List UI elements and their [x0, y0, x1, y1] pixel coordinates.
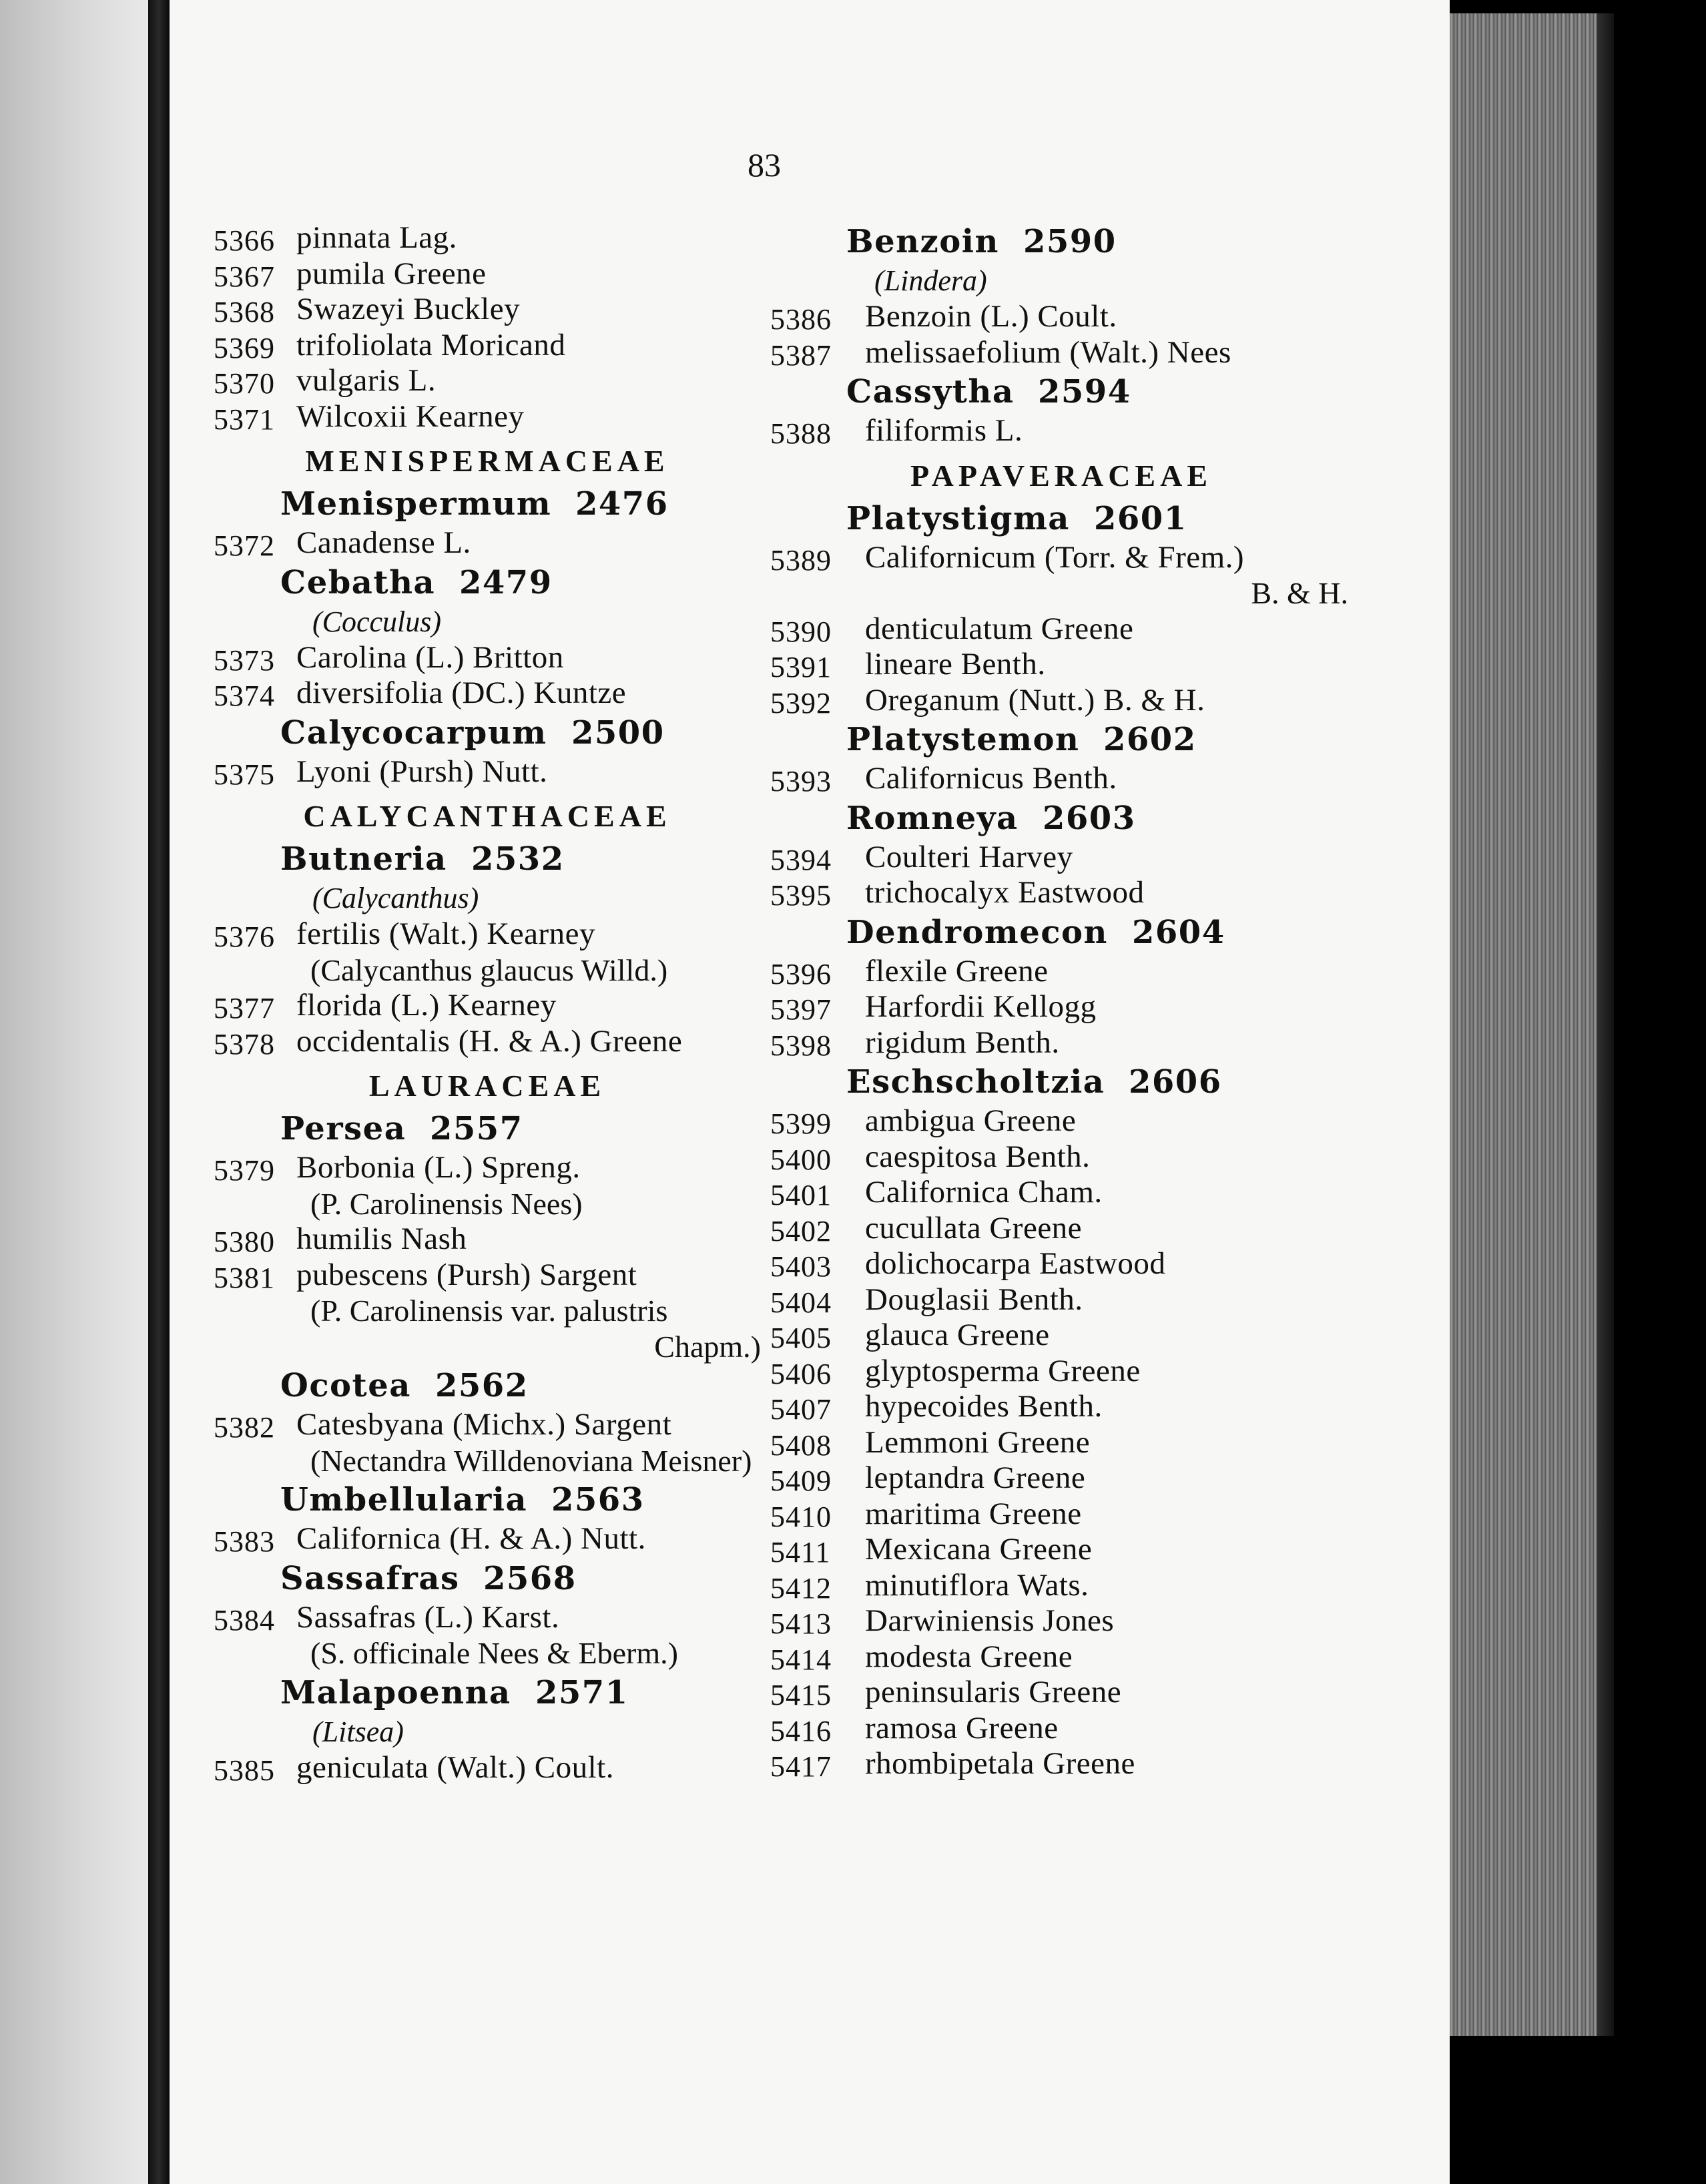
family-heading: LAURACEAE — [368, 1069, 606, 1103]
genus-name: Calycocarpum — [280, 714, 547, 752]
right-column — [770, 220, 1348, 1783]
species-entry — [214, 1221, 761, 1258]
entry-number: 5371 — [214, 402, 275, 436]
species-entry — [770, 1675, 1348, 1711]
entry-number: 5392 — [770, 686, 832, 720]
species-name: denticulatum Greene — [865, 611, 1134, 646]
species-entry — [770, 1460, 1348, 1497]
genus-synonym: (Cocculus) — [312, 605, 442, 638]
entry-number: 5413 — [770, 1607, 832, 1640]
synonym-note: (P. Carolinensis var. palustris — [310, 1294, 668, 1328]
genus-heading — [774, 797, 1348, 840]
genus-number: 2557 — [430, 1110, 523, 1147]
species-entry — [770, 299, 1348, 336]
entry-number: 5394 — [770, 843, 832, 876]
entry-number: 5395 — [770, 879, 832, 912]
species-name: Mexicana Greene — [865, 1532, 1093, 1567]
species-entry — [770, 989, 1348, 1026]
species-name: diversifolia (DC.) Kuntze — [296, 675, 627, 710]
species-entry — [214, 1521, 761, 1557]
species-name: glyptosperma Greene — [865, 1353, 1141, 1388]
genus-heading — [774, 497, 1348, 540]
genus-number: 2594 — [1038, 373, 1131, 411]
genus-heading — [214, 1107, 761, 1150]
species-entry — [214, 256, 761, 292]
entry-number: 5379 — [214, 1154, 275, 1187]
species-name: trifoliolata Moricand — [296, 327, 566, 362]
species-entry — [214, 328, 761, 364]
genus-number: 2601 — [1094, 499, 1187, 537]
entry-number: 5411 — [770, 1536, 831, 1569]
entry-number: 5368 — [214, 296, 275, 328]
genus-heading — [774, 718, 1348, 761]
species-name: peninsularis Greene — [865, 1675, 1122, 1709]
species-entry — [214, 1750, 761, 1786]
species-name: Californica (H. & A.) Nutt. — [296, 1521, 646, 1556]
genus-name: Sassafras — [280, 1559, 460, 1597]
synonym-note: (Nectandra Willdenoviana Meisner) — [310, 1443, 752, 1478]
synonym-note: (Calycanthus glaucus Willd.) — [310, 952, 668, 987]
species-name: humilis Nash — [296, 1221, 467, 1256]
page-stack-edge — [1450, 13, 1597, 2036]
spacer — [214, 790, 761, 795]
genus-name: Persea — [280, 1110, 406, 1147]
genus-heading — [774, 220, 1348, 263]
entry-number: 5377 — [214, 992, 275, 1025]
genus-heading — [214, 1671, 761, 1714]
genus-heading — [214, 1364, 761, 1407]
species-name: trichocalyx Eastwood — [865, 875, 1145, 910]
species-name: maritima Greene — [865, 1496, 1082, 1531]
species-name: filiformis L. — [865, 413, 1023, 448]
entry-number: 5378 — [214, 1027, 275, 1061]
genus-synonym: (Litsea) — [312, 1715, 404, 1748]
species-entry — [214, 1258, 761, 1294]
species-name: Canadense L. — [296, 525, 471, 560]
genus-name: Cebatha — [280, 563, 436, 601]
species-name: Catesbyana (Michx.) Sargent — [296, 1407, 672, 1442]
species-name: hypecoides Benth. — [865, 1389, 1103, 1424]
entry-number: 5376 — [214, 920, 275, 953]
genus-name: Butneria — [280, 840, 447, 878]
entry-number: 5367 — [214, 260, 275, 293]
species-entry — [770, 647, 1348, 684]
genus-heading — [214, 712, 761, 754]
species-name: cucullata Greene — [865, 1210, 1083, 1246]
entry-number: 5407 — [770, 1393, 832, 1426]
species-entry — [214, 292, 761, 328]
genus-number: 2532 — [471, 840, 565, 878]
species-entry — [770, 682, 1348, 720]
species-name: glauca Greene — [865, 1318, 1050, 1352]
entry-number: 5383 — [214, 1525, 275, 1558]
entry-number: 5398 — [770, 1029, 832, 1062]
synonym-note-continued: B. & H. — [1251, 576, 1348, 610]
genus-heading — [214, 1557, 761, 1600]
species-entry — [770, 611, 1348, 648]
entry-number: 5381 — [214, 1261, 275, 1294]
synonym-note: (P. Carolinensis Nees) — [310, 1186, 583, 1221]
genus-heading — [774, 1061, 1348, 1103]
genus-name: Dendromecon — [846, 913, 1108, 951]
entry-number: 5390 — [770, 615, 832, 648]
species-entry — [214, 675, 761, 712]
genus-heading — [214, 838, 761, 880]
species-entry — [214, 988, 761, 1024]
entry-number: 5402 — [770, 1214, 832, 1248]
species-name: Californicus Benth. — [865, 761, 1117, 796]
species-name: caespitosa Benth. — [865, 1139, 1091, 1174]
entry-number: 5403 — [770, 1250, 832, 1283]
species-entry — [770, 1353, 1348, 1390]
entry-number: 5387 — [770, 338, 832, 372]
genus-name: Eschscholtzia — [846, 1063, 1105, 1101]
genus-number: 2568 — [483, 1559, 577, 1597]
species-name: Californica Cham. — [865, 1175, 1103, 1209]
entry-number: 5416 — [770, 1714, 832, 1747]
entry-number: 5401 — [770, 1179, 832, 1211]
genus-name: Platystigma — [846, 499, 1070, 537]
entry-number: 5389 — [770, 543, 832, 577]
species-name: Carolina (L.) Britton — [296, 639, 564, 675]
family-heading: PAPAVERACEAE — [910, 458, 1213, 493]
species-entry — [770, 1318, 1348, 1354]
species-name: Oreganum (Nutt.) B. & H. — [865, 682, 1205, 718]
spacer — [774, 449, 1348, 455]
entry-number: 5374 — [214, 679, 275, 712]
species-entry — [770, 334, 1348, 372]
species-name: Darwiniensis Jones — [865, 1603, 1115, 1638]
genus-name: Malapoenna — [280, 1673, 511, 1711]
species-entry — [770, 1424, 1348, 1462]
species-entry — [770, 1210, 1348, 1248]
species-name: Borbonia (L.) Spreng. — [296, 1150, 581, 1185]
species-entry — [214, 399, 761, 435]
entry-number: 5417 — [770, 1750, 832, 1783]
species-entry — [770, 1025, 1348, 1062]
species-name: Sassafras (L.) Karst. — [296, 1599, 560, 1635]
entry-number: 5366 — [214, 224, 275, 257]
species-name: pubescens (Pursh) Sargent — [296, 1257, 637, 1292]
genus-number: 2604 — [1132, 913, 1225, 951]
synonym-note-continued: Chapm.) — [654, 1329, 761, 1364]
genus-number: 2590 — [1023, 223, 1117, 260]
species-entry — [770, 1567, 1348, 1605]
species-name: Lyoni (Pursh) Nutt. — [296, 754, 548, 789]
entry-number: 5372 — [214, 529, 275, 562]
species-name: occidentalis (H. & A.) Greene — [296, 1023, 683, 1059]
entry-number: 5405 — [770, 1322, 832, 1354]
entry-number: 5404 — [770, 1286, 832, 1319]
entry-number: 5409 — [770, 1464, 832, 1497]
entry-number: 5384 — [214, 1603, 275, 1637]
species-name: Coulteri Harvey — [865, 839, 1073, 874]
genus-heading — [214, 561, 761, 604]
species-entry — [770, 839, 1348, 876]
species-name: florida (L.) Kearney — [296, 988, 557, 1023]
species-name: Californicum (Torr. & Frem.) — [865, 539, 1245, 575]
species-name: pumila Greene — [296, 256, 487, 291]
synonym-note: (S. officinale Nees & Eberm.) — [310, 1636, 678, 1670]
species-entry — [770, 1175, 1348, 1211]
entry-number: 5391 — [770, 651, 832, 684]
species-name: ramosa Greene — [865, 1710, 1059, 1745]
species-name: Douglasii Benth. — [865, 1282, 1083, 1317]
species-entry — [770, 761, 1348, 798]
genus-name: Umbellularia — [280, 1481, 528, 1519]
species-name: modesta Greene — [865, 1639, 1073, 1674]
species-name: Lemmoni Greene — [865, 1424, 1091, 1460]
species-name: Wilcoxii Kearney — [296, 398, 525, 434]
species-entry — [770, 875, 1348, 912]
species-name: rhombipetala Greene — [865, 1746, 1135, 1781]
species-name: Harfordii Kellogg — [865, 989, 1097, 1024]
species-entry — [770, 1282, 1348, 1319]
species-entry — [770, 1746, 1348, 1783]
entry-number: 5369 — [214, 331, 275, 364]
genus-number: 2479 — [459, 563, 553, 601]
species-name: dolichocarpa Eastwood — [865, 1246, 1166, 1281]
spacer — [214, 435, 761, 440]
entry-number: 5380 — [214, 1225, 275, 1258]
entry-number: 5414 — [770, 1643, 832, 1676]
species-name: Swazeyi Buckley — [296, 292, 521, 326]
species-entry — [770, 1532, 1348, 1569]
genus-synonym: (Lindera) — [874, 264, 987, 297]
species-entry — [770, 1710, 1348, 1747]
genus-number: 2476 — [575, 485, 669, 523]
species-entry — [770, 1496, 1348, 1533]
genus-name: Cassytha — [846, 373, 1015, 411]
genus-number: 2606 — [1129, 1063, 1222, 1101]
left-column — [214, 220, 761, 1786]
species-entry — [214, 1024, 761, 1060]
entry-number: 5400 — [770, 1143, 832, 1176]
genus-number: 2563 — [551, 1481, 645, 1519]
genus-heading — [774, 911, 1348, 954]
genus-heading — [214, 1478, 761, 1521]
genus-name: Ocotea — [280, 1367, 411, 1404]
species-entry — [214, 1150, 761, 1186]
page-number: 83 — [748, 146, 781, 184]
entry-number: 5373 — [214, 643, 275, 677]
species-entry — [214, 1600, 761, 1636]
species-entry — [770, 1103, 1348, 1140]
species-name: flexile Greene — [865, 953, 1049, 989]
species-entry — [770, 413, 1348, 450]
species-name: geniculata (Walt.) Coult. — [296, 1749, 614, 1785]
genus-number: 2500 — [571, 714, 665, 752]
genus-number: 2602 — [1103, 721, 1197, 758]
genus-synonym: (Calycanthus) — [312, 882, 479, 914]
species-name: fertilis (Walt.) Kearney — [296, 916, 595, 951]
entry-number: 5415 — [770, 1679, 832, 1711]
species-name: lineare Benth. — [865, 647, 1046, 681]
entry-number: 5410 — [770, 1500, 832, 1533]
species-name: rigidum Benth. — [865, 1025, 1060, 1060]
species-name: vulgaris L. — [296, 363, 437, 398]
genus-name: Romneya — [846, 799, 1019, 837]
species-entry — [214, 220, 761, 256]
family-heading: MENISPERMACEAE — [305, 444, 669, 478]
entry-number: 5406 — [770, 1357, 832, 1390]
family-heading: CALYCANTHACEAE — [303, 799, 671, 833]
entry-number: 5397 — [770, 993, 832, 1026]
species-name: Benzoin (L.) Coult. — [865, 299, 1117, 334]
species-name: melissaefolium (Walt.) Nees — [865, 334, 1231, 370]
species-name: ambigua Greene — [865, 1103, 1077, 1138]
species-entry — [770, 1246, 1348, 1283]
species-entry — [214, 525, 761, 561]
species-name: leptandra Greene — [865, 1460, 1086, 1495]
entry-number: 5375 — [214, 758, 275, 791]
facing-page-edge — [0, 0, 148, 2184]
species-entry — [770, 953, 1348, 991]
species-entry — [214, 754, 761, 790]
genus-number: 2571 — [535, 1673, 629, 1711]
species-name: pinnata Lag. — [296, 220, 457, 255]
genus-name: Platystemon — [846, 721, 1080, 758]
entry-number: 5385 — [214, 1753, 275, 1787]
species-entry — [770, 1639, 1348, 1676]
genus-name: Benzoin — [846, 223, 999, 260]
species-entry — [214, 363, 761, 399]
spacer — [214, 1059, 761, 1065]
book-gutter — [148, 0, 170, 2184]
entry-number: 5393 — [770, 765, 832, 798]
entry-number: 5408 — [770, 1428, 832, 1462]
species-name: minutiflora Wats. — [865, 1567, 1089, 1603]
species-entry — [770, 1603, 1348, 1640]
genus-heading — [214, 483, 761, 525]
entry-number: 5396 — [770, 957, 832, 991]
genus-number: 2603 — [1043, 799, 1136, 837]
genus-heading — [774, 370, 1348, 413]
entry-number: 5382 — [214, 1411, 275, 1444]
genus-name: Menispermum — [280, 485, 552, 523]
species-entry — [214, 916, 761, 952]
entry-number: 5388 — [770, 417, 832, 450]
species-entry — [214, 640, 761, 676]
species-entry — [214, 1407, 761, 1443]
entry-number: 5386 — [770, 303, 832, 336]
species-entry — [770, 539, 1348, 577]
genus-number: 2562 — [435, 1367, 529, 1404]
entry-number: 5399 — [770, 1107, 832, 1140]
species-entry — [770, 1389, 1348, 1426]
entry-number: 5412 — [770, 1571, 832, 1605]
species-entry — [770, 1139, 1348, 1176]
entry-number: 5370 — [214, 367, 275, 400]
